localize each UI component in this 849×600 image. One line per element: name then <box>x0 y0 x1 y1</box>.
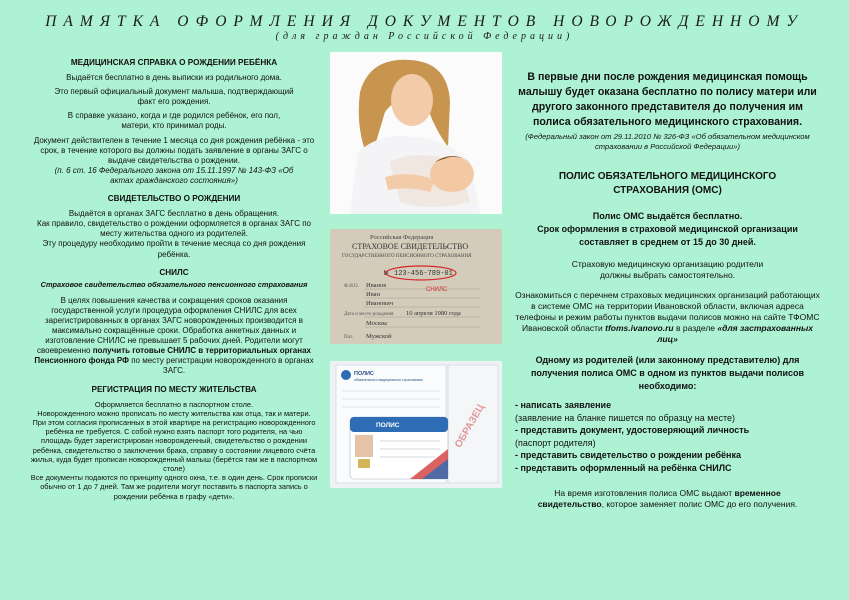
oms-polis <box>330 361 502 488</box>
list-item-bold: - представить документ, удостоверяющий личность <box>515 425 750 435</box>
cert-surname: Иванов <box>366 282 387 289</box>
polis-brand-top: ПОЛИС <box>354 371 374 377</box>
list-item <box>515 462 820 475</box>
cert-line2: СТРАХОВОЕ СВИДЕТЕЛЬСТВО <box>352 242 469 251</box>
snils-text-end: по месту регистрации новорожденного в органах ЗАГС. <box>131 356 314 376</box>
cert-patronymic: Иванович <box>366 300 394 307</box>
right-column <box>515 70 820 519</box>
paragraph: Документ действителен в течение 1 месяца со дня рождения ребёнка - это срок, в течение которого вы должны подать заявление в органы ЗАГС о выдаче свидетельства о рождении. <box>33 135 315 165</box>
polis-card-title: ПОЛИС <box>376 422 400 429</box>
polis-stamp: ОБРАЗЕЦ <box>453 402 487 450</box>
polis-logo-icon <box>341 370 351 380</box>
snils-certificate <box>330 229 502 344</box>
list-item <box>515 412 820 425</box>
cert-number: 123-456-789-01 <box>394 270 453 278</box>
temp-end: , которое заменяет полис ОМС до его получения. <box>601 499 798 509</box>
cert-sex: Мужской <box>366 333 392 340</box>
cert-snils-tag: СНИЛС <box>426 287 448 293</box>
oms-free: Полис ОМС выдаётся бесплатно. <box>592 211 743 221</box>
oms-heading: ПОЛИС ОБЯЗАТЕЛЬНОГО МЕДИЦИНСКОГО СТРАХОВАНИЯ (ОМС) <box>558 171 777 196</box>
list-item <box>515 424 820 437</box>
snils-text: В целях повышения качества и сокращения сроков оказания государственной услуги процедура оформления СНИЛС для всех зарегистрированных в органах ЗАГС новорожденных производится в максимально сокращённые сроки. Обработка анкетных данных и изготовление СНИЛС не превышает 5 рабочих дней. Родители могут своевременно <box>37 295 303 356</box>
cert-name: Иван <box>366 291 381 298</box>
list-item-bold: - представить оформленный на ребёнка СНИЛС <box>515 462 732 473</box>
page-title: ПАМЯТКА ОФОРМЛЕНИЯ ДОКУМЕНТОВ НОВОРОЖДЕННОМУ <box>45 13 804 30</box>
snils-certificate-image <box>330 229 502 344</box>
mother-baby-photo <box>330 52 502 214</box>
oms-terms <box>515 210 820 249</box>
page-subtitle: (для граждан Российской Федерации) <box>275 31 574 42</box>
section-heading: СВИДЕТЕЛЬСТВО О РОЖДЕНИИ <box>107 194 241 204</box>
tfoms-site-link[interactable]: tfoms.ivanovo.ru <box>605 323 674 333</box>
section-heading: СНИЛС <box>159 267 189 277</box>
temp-bold: временное свидетельство <box>537 488 781 509</box>
cert-sex-label: Пол <box>344 335 353 340</box>
mother-baby-illustration <box>330 52 502 214</box>
snils-text-bold: получить готовые СНИЛС в территориальных органах Пенсионного фонда РФ <box>34 346 311 366</box>
cert-line3: ГОСУДАРСТВЕННОГО ПЕНСИОННОГО СТРАХОВАНИЯ <box>342 254 472 259</box>
intro-text: В первые дни после рождения медицинская помощь малышу будет оказана бесплатно по полису матери или другого законного представителя до получения им полиса обязательного медицинского страхования. <box>518 71 817 128</box>
requirements-list <box>515 399 820 474</box>
oms-term: Срок оформления в страховой медицинской организации составляет в среднем от 15 до 30 дней. <box>537 224 798 247</box>
polis-photo <box>355 435 373 457</box>
polis-brand-sub: обязательного медицинского страхования <box>354 378 423 382</box>
section-snils <box>30 268 318 377</box>
choose-insurer-text: Страховую медицинскую организацию родители должны выбрать самостоятельно. <box>571 259 764 280</box>
list-item-bold: - написать заявление <box>515 400 612 410</box>
list-item-bold: - представить свидетельство о рождении ребёнка <box>515 450 741 460</box>
cert-place: Москва <box>366 320 387 327</box>
section-heading: МЕДИЦИНСКАЯ СПРАВКА О РОЖДЕНИИ РЕБЁНКА <box>70 58 278 67</box>
section-birth-certificate <box>30 194 318 260</box>
paragraph: Новорожденного можно прописать по месту жительства как отца, так и матери. При этом согласия прописанных в этой квартире на регистрацию новорожденного ребёнка не требуется. С собой нужно взять паспорт того родителя, на чью площадь будет зарегистрирован новорожденный, свидетельство о рождении ребёнка, свидетельство о заключении брака, справку о состоянии лицевого счёта жилья, куда будет прописан новорожденный малыш (берётся там же в паспортном столе) <box>30 408 318 474</box>
section-heading: РЕГИСТРАЦИЯ ПО МЕСТУ ЖИТЕЛЬСТВА <box>91 384 257 394</box>
paragraph: В справке указано, когда и где родился ребёнок, его пол, матери, кто принимал роды. <box>67 111 281 131</box>
insurers-text: Ознакомиться с перечнем страховых медицинских организаций работающих в системе ОМС на территории Ивановской области, включая адреса телефоны и режим работы пунктов выдачи полисов можно на сайте ТФОМС Ивановской области <box>515 290 820 333</box>
section-pre: в разделе <box>675 323 716 333</box>
cert-line1: Российская Федерация <box>370 234 434 241</box>
polis-card <box>350 417 448 479</box>
cert-fio-label: Ф.И.О. <box>344 284 359 289</box>
section-name: «для застрахованных лиц» <box>657 323 814 344</box>
left-column <box>30 58 318 501</box>
paragraph: Это первый официальный документ малыша, подтверждающий факт его рождения. <box>54 87 294 107</box>
temp-pre: На время изготовления полиса ОМС выдают <box>554 488 733 498</box>
cert-dob: 10 апреля 1980 года <box>406 310 461 317</box>
list-item-note: (паспорт родителя) <box>515 437 596 448</box>
oms-polis-image <box>330 361 502 488</box>
section-subheading: Страховое свидетельство обязательного пенсионного страхования <box>40 279 308 289</box>
paragraph: Эту процедуру необходимо пройти в течение месяца со дня рождения ребёнка. <box>42 239 306 259</box>
list-item <box>515 399 820 412</box>
paragraph: Все документы подаются по принципу одного окна, т.е. в один день. Срок прописки обычно от 1 до 7 дней. Там же родители могут поставить в паспорта запись о рождении ребёнка в графу «дети». <box>30 473 318 501</box>
section-medical-certificate <box>30 58 318 186</box>
list-item-note: (заявление на бланке пишется по образцу на месте) <box>515 412 735 423</box>
temporary-certificate-text <box>515 488 820 510</box>
insurers-list-text <box>515 290 820 345</box>
law-reference: (п. 6 ст. 16 Федерального закона от 15.11.1997 № 143-ФЗ «Об актах гражданского состояния») <box>54 165 294 185</box>
paragraph: Выдаётся бесплатно в день выписки из родильного дома. <box>66 73 282 83</box>
requirements-text: Одному из родителей (или законному представителю) для получения полиса ОМС в одном из пунктов выдачи полисов необходимо: <box>530 355 805 391</box>
paragraph: Выдаётся в органах ЗАГС бесплатно в день обращения. <box>68 209 280 219</box>
paragraph: Оформляется бесплатно в паспортном столе. <box>94 399 254 409</box>
chip-icon <box>358 459 370 468</box>
intro-law-reference: (Федеральный закон от 29.11.2010 № 326-ФЗ «Об обязательном медицинском страховании в Российской Федерации») <box>525 132 810 151</box>
paragraph <box>30 296 318 377</box>
list-item <box>515 449 820 462</box>
cert-number-label: № <box>384 270 389 278</box>
section-registration <box>30 385 318 501</box>
list-item <box>515 437 820 450</box>
paragraph: Как правило, свидетельство о рождении оформляется в органах ЗАГС по месту жительства одного из родителей. <box>37 219 311 239</box>
cert-dob-label: Дата и место рождения <box>344 312 394 317</box>
